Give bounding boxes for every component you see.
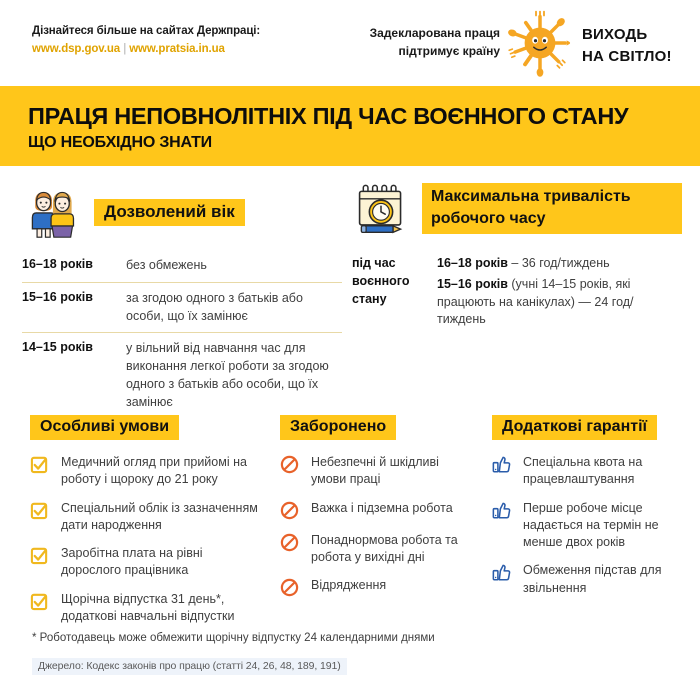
slogan-line-2: підтримує країну [398,44,500,58]
list-item-text: Спеціальний облік із зазначенням дати народження [61,500,258,532]
list-item [30,500,266,535]
max-hours-header [352,183,682,241]
thumbs-up-icon [492,455,514,475]
list-item [437,276,682,329]
list-item-text: Заробітна плата на рівні дорослого працівника [61,546,203,578]
hours-value: (учні 14–15 років, які працюють на канікулах) — 24 год/тиждень [437,276,634,327]
list-item [492,500,694,552]
list-item [280,532,476,567]
page-title: ПРАЦЯ НЕПОВНОЛІТНІХ ПІД ЧАС ВОЄННОГО СТАНУ [28,103,629,129]
age-condition: без обмежень [126,258,207,272]
age-condition: за згодою одного з батьків або особи, що їх замінює [126,290,303,323]
list-item-text: Відрядження [311,578,387,592]
prohibited-heading: Заборонено [280,415,396,440]
table-row [22,255,342,282]
max-hours-heading: Максимальна тривалість робочого часу [422,183,682,234]
hours-value: – 36 год/тиждень [507,256,610,270]
list-item-text: Спеціальна квота на працевлаштування [523,455,643,487]
prohibition-icon [280,455,302,475]
list-item [30,454,266,489]
prohibition-icon [280,578,302,598]
agency-lead-text: Дізнайтеся більше на сайтах Держпраці: [32,25,261,37]
table-row [22,332,342,418]
age-condition: у вільний від навчання час для виконання легкої роботи за згодою одного з батьків або особи, що їх замінює [126,341,329,409]
special-conditions-list [30,454,266,625]
prohibition-icon [280,501,302,521]
prohibition-icon [280,533,302,553]
list-item-text: Обмеження підстав для звільнення [523,563,662,595]
checkbox-checked-icon [30,455,52,475]
page-subtitle: ЩО НЕОБХІДНО ЗНАТИ [28,134,212,151]
slogan-line-1: Задекларована праця [369,26,500,40]
thumbs-up-icon [492,501,514,521]
list-item [30,545,266,580]
allowed-age-heading: Дозволений вік [94,199,245,226]
list-item [280,500,476,521]
section-max-working-hours [352,183,682,332]
list-item [280,577,476,598]
agency-links-block [32,24,260,57]
thumbs-up-icon [492,563,514,583]
list-item [492,454,694,489]
list-item-text: Перше робоче місце надається на термін не менше двох років [523,500,659,549]
max-hours-body [352,255,682,332]
calendar-clock-pencil-icon [352,183,410,237]
column-additional-guarantees [482,415,700,636]
table-row [22,282,342,333]
sun-mascot-logo [505,8,575,78]
list-item-text: Понаднормова робота та робота у вихідні дні [311,532,458,564]
allowed-age-table [22,255,342,418]
prohibited-list [280,454,476,598]
link-pratsia-in-ua[interactable]: www.pratsia.in.ua [129,42,225,55]
campaign-slogan [352,24,500,60]
allowed-age-header [22,183,342,241]
age-range: 16–18 років [22,257,93,271]
top-bar [0,0,700,86]
checkbox-checked-icon [30,592,52,612]
column-prohibited [272,415,482,636]
agency-links [32,42,260,58]
list-item-text: Важка і підземна робота [311,500,453,515]
link-dsp-gov-ua[interactable]: www.dsp.gov.ua [32,42,121,55]
title-banner [0,86,700,166]
footnote-text: * Роботодавець може обмежити щорічну відпустку 24 календарними днями [32,632,435,644]
link-separator: | [123,42,127,55]
checkbox-checked-icon [30,501,52,521]
additional-guarantees-list [492,454,694,597]
brand-line-1: ВИХОДЬ [582,26,648,43]
max-hours-list [437,255,682,332]
age-range: 14–15 років [22,340,93,355]
two-teens-icon [22,184,82,240]
list-item-text: Медичний огляд при прийомі на роботу і щороку до 21 року [61,455,247,487]
source-citation: Джерело: Кодекс законів про працю (статті 24, 26, 48, 189, 191) [32,658,347,675]
list-item-text: Небезпечні й шкідливі умови праці [311,455,439,487]
additional-guarantees-heading: Додаткові гарантії [492,415,657,440]
hours-age-range: 16–18 років [437,256,508,270]
list-item [492,562,694,597]
list-item [280,454,476,489]
brand-wordmark [582,24,672,68]
brand-line-2: НА СВІТЛО! [582,47,672,65]
list-item-text: Щорічна відпустка 31 день*, додаткові навчальні відпустки [61,591,235,623]
list-item [30,591,266,626]
sun-icon [505,8,575,78]
list-item [437,255,682,273]
checkbox-checked-icon [30,546,52,566]
hours-age-range: 15–16 років [437,276,508,291]
bottom-columns [0,415,700,636]
martial-law-label: під час воєнного стану [352,256,410,306]
section-allowed-age [22,183,342,418]
age-range: 15–16 років [22,289,93,304]
special-conditions-heading: Особливі умови [30,415,179,440]
column-special-conditions [0,415,272,636]
